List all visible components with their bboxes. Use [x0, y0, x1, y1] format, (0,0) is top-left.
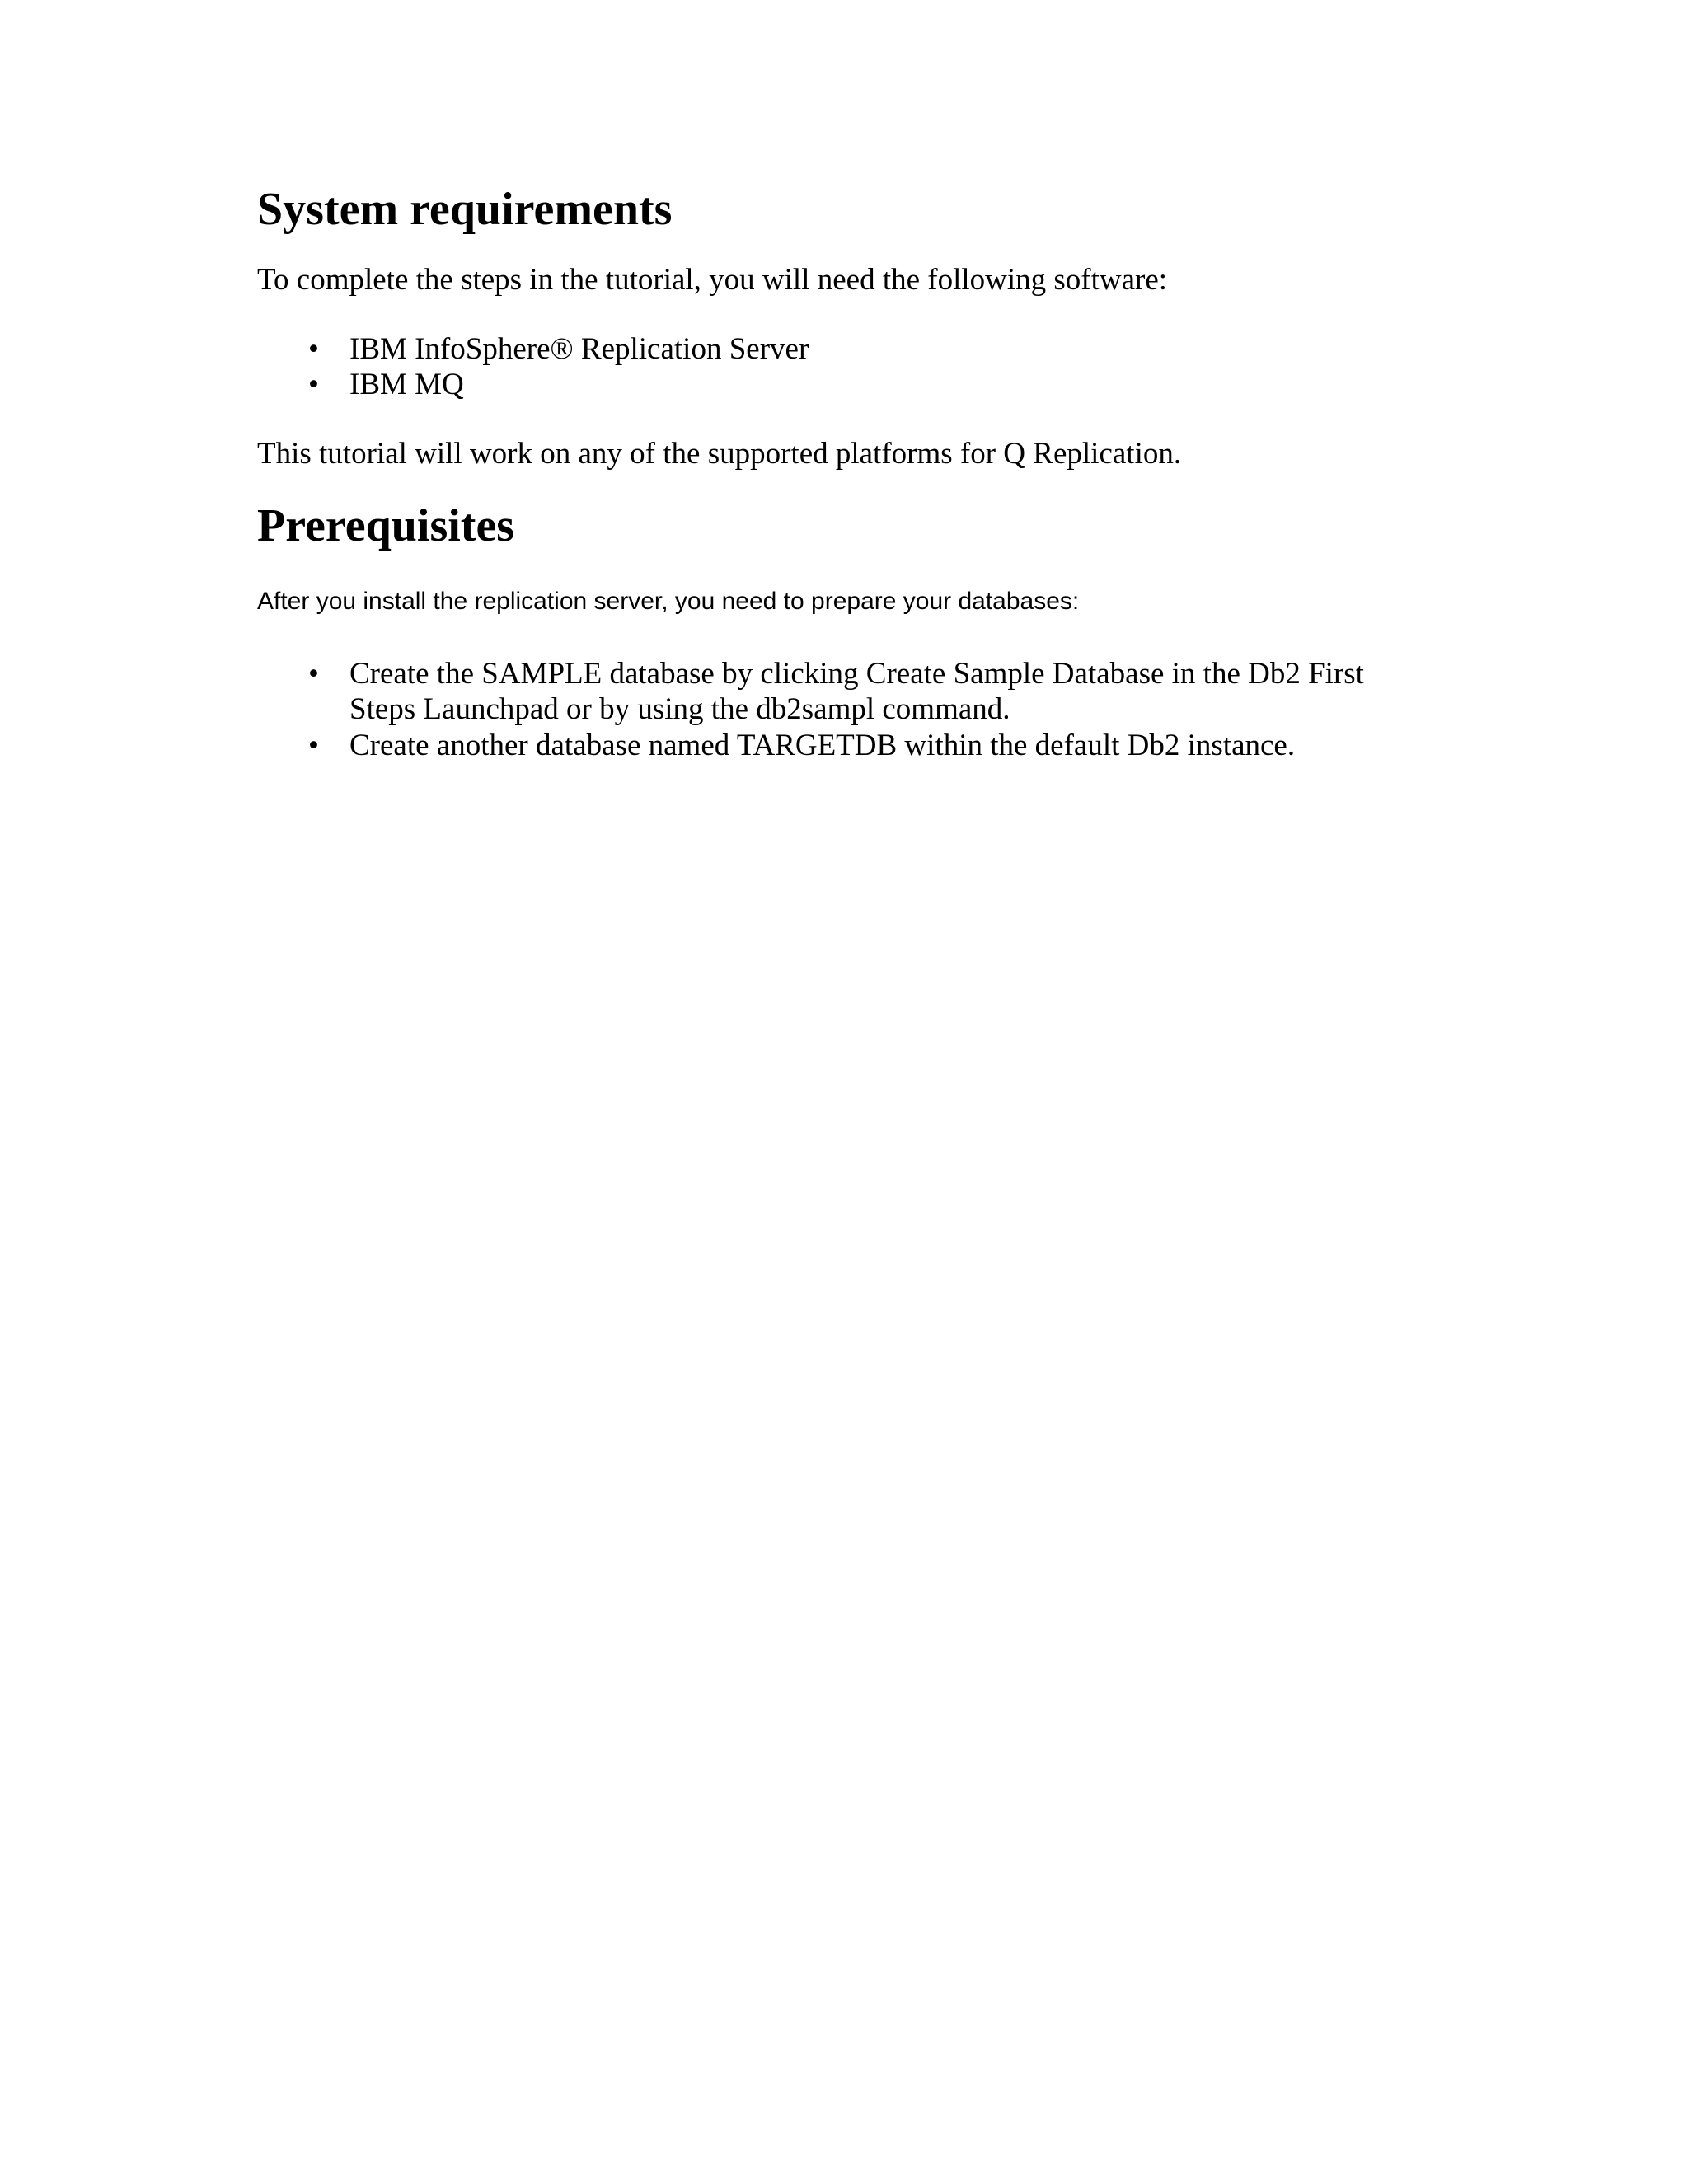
list-item — [257, 331, 1428, 367]
list-item — [257, 367, 1428, 402]
prerequisites-heading: Prerequisites — [257, 500, 515, 552]
software-item-label: IBM InfoSphere® Replication Server — [349, 332, 809, 367]
document-content — [257, 183, 1428, 763]
list-item — [257, 728, 1428, 763]
prerequisites-intro: After you install the replication server, you need to prepare your databases: — [257, 587, 1080, 615]
step-text: Create another database named TARGETDB within the default Db2 instance. — [349, 728, 1296, 762]
platforms-note: This tutorial will work on any of the supported platforms for Q Replication. — [257, 436, 1182, 471]
bullet-icon: • — [308, 332, 319, 367]
list-item — [257, 656, 1428, 728]
software-list — [257, 331, 1428, 403]
system-requirements-intro: To complete the steps in the tutorial, you will need the following software: — [257, 263, 1168, 298]
bullet-icon: • — [308, 657, 319, 691]
system-requirements-heading: System requirements — [257, 184, 673, 235]
step-text: Create the SAMPLE database by clicking Create Sample Database in the Db2 First Steps Launchpad or by using the db2sampl command. — [349, 657, 1364, 727]
prerequisite-steps-list — [257, 656, 1428, 763]
software-item-label: IBM MQ — [349, 368, 464, 402]
bullet-icon: • — [308, 728, 319, 762]
bullet-icon: • — [308, 368, 319, 402]
